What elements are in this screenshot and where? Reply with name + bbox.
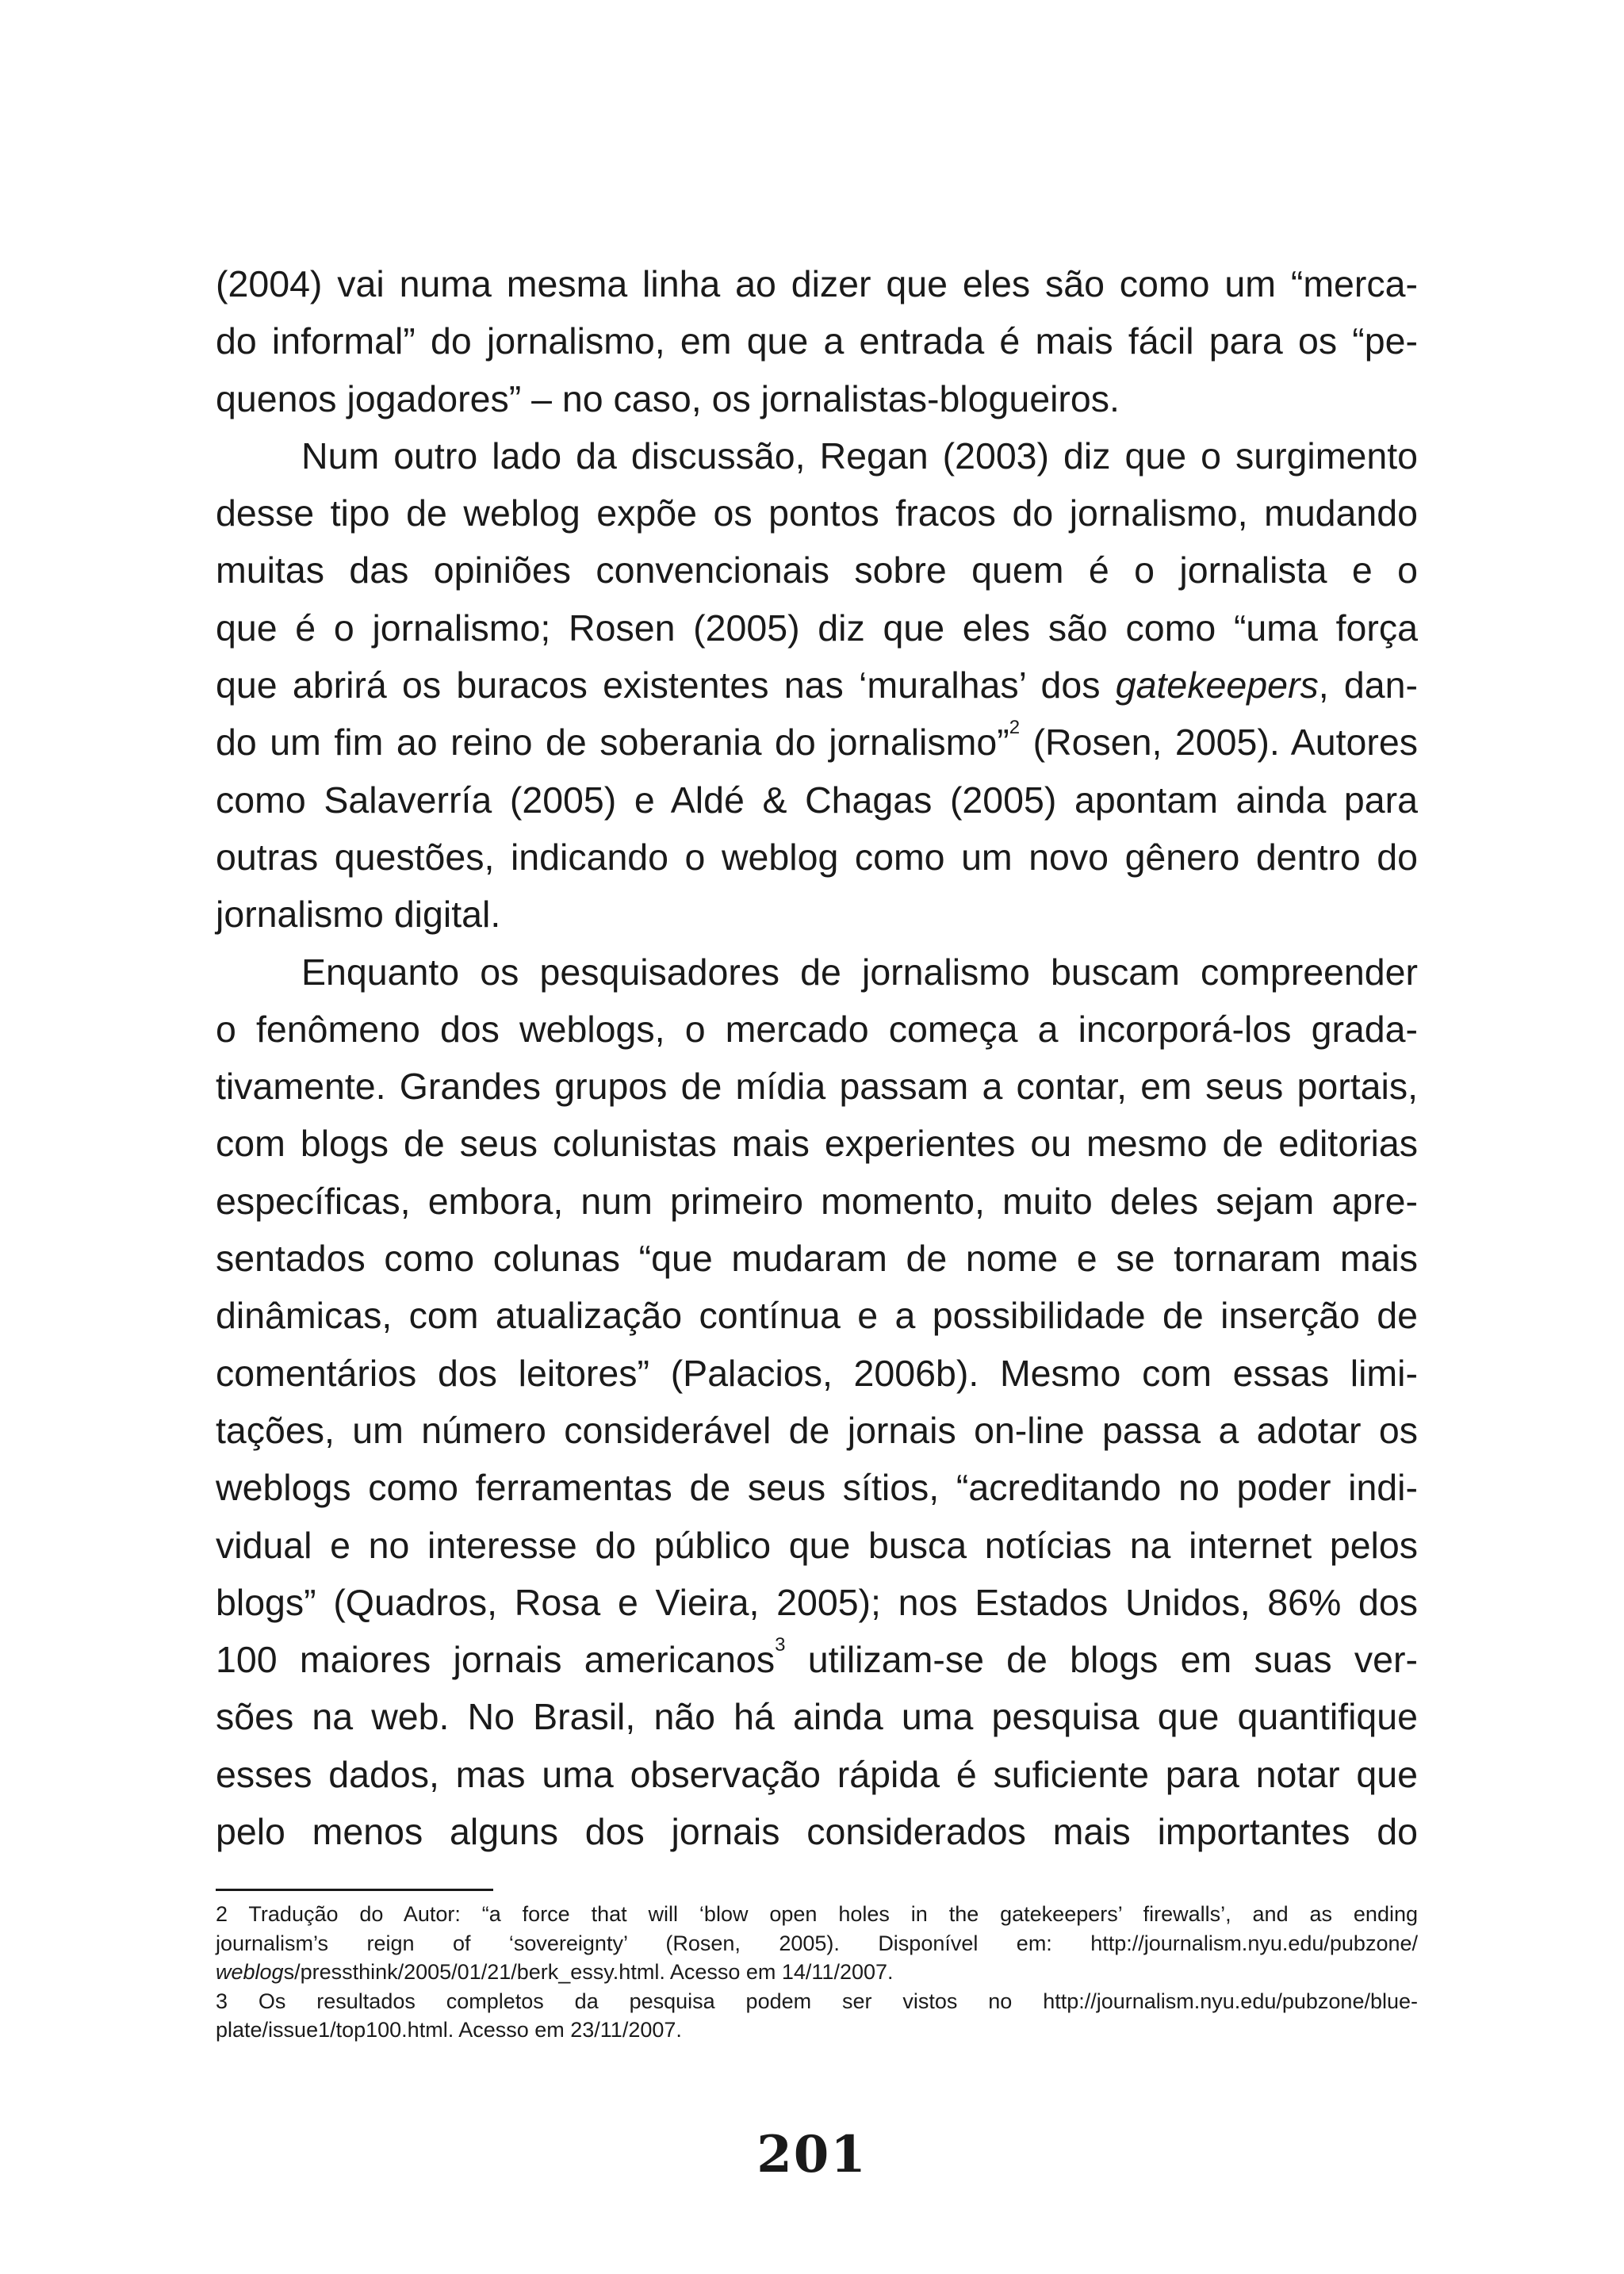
- body-line: quenos jogadores” – no caso, os jornalistas-blogueiros.: [216, 377, 1120, 419]
- body-line: específicas, embora, num primeiro momento, muito deles sejam apre-: [216, 1180, 1418, 1222]
- body-line: tivamente. Grandes grupos de mídia passam a contar, em seus portais,: [216, 1066, 1418, 1108]
- body-line-part: que abrirá os buracos existentes nas ‘muralhas’ dos: [216, 664, 1116, 706]
- body-line: sentados como colunas “que mudaram de nome e se tornaram mais: [216, 1238, 1418, 1280]
- body-line: [216, 657, 1418, 714]
- body-line-part: , dan-: [1318, 664, 1418, 706]
- body-line: tações, um número considerável de jornais on-line passa a adotar os: [216, 1409, 1418, 1451]
- body-line: desse tipo de weblog expõe os pontos fracos do jornalismo, mudando: [216, 492, 1418, 534]
- body-line: [216, 714, 1418, 771]
- body-line: (2004) vai numa mesma linha ao dizer que eles são como um “merca-: [216, 263, 1418, 304]
- body-line: o fenômeno dos weblogs, o mercado começa a incorporá-los grada-: [216, 1008, 1418, 1050]
- body-line: comentários dos leitores” (Palacios, 2006b). Mesmo com essas limi-: [216, 1352, 1418, 1394]
- body-line-part: (Rosen, 2005). Autores: [1020, 722, 1418, 764]
- paragraph-start-line: Enquanto os pesquisadores de jornalismo buscam compreender: [301, 951, 1418, 993]
- body-line: weblogs como ferramentas de seus sítios, “acreditando no poder indi-: [216, 1467, 1418, 1509]
- body-line: do informal” do jornalismo, em que a entrada é mais fácil para os “pe-: [216, 320, 1418, 362]
- body-text: [216, 255, 1418, 1860]
- footnote-line: plate/issue1/top100.html. Acesso em 23/11/2007.: [216, 2018, 682, 2042]
- body-line-part: utilizam-se de blogs em suas ver-: [785, 1639, 1419, 1681]
- footnote-line: journalism’s reign of ‘sovereignty’ (Rosen, 2005). Disponível em: http://journalism.nyu.edu/pubzone/: [216, 1931, 1418, 1955]
- body-line: que é o jornalismo; Rosen (2005) diz que eles são como “uma força: [216, 607, 1418, 649]
- body-line: esses dados, mas uma observação rápida é suficiente para notar que: [216, 1753, 1418, 1795]
- body-line: como Salaverría (2005) e Aldé & Chagas (2005) apontam ainda para: [216, 779, 1418, 821]
- footnote-line: 3 Os resultados completos da pesquisa podem ser vistos no http://journalism.nyu.edu/pubzone/blue-: [216, 1989, 1418, 2013]
- body-line: jornalismo digital.: [216, 894, 501, 936]
- italic-term: gatekeepers: [1115, 664, 1319, 706]
- italic-term: weblog: [216, 1960, 284, 1984]
- body-line: [216, 1631, 1418, 1688]
- body-line: dinâmicas, com atualização contínua e a possibilidade de inserção de: [216, 1295, 1418, 1337]
- footnote-line-part: s/pressthink/2005/01/21/berk_essy.html. Acesso em 14/11/2007.: [283, 1960, 894, 1984]
- footnote-line: 2 Tradução do Autor: “a force that will ‘blow open holes in the gatekeepers’ firewalls’, and as ending: [216, 1902, 1418, 1926]
- body-line: pelo menos alguns dos jornais considerados mais importantes do: [216, 1811, 1418, 1853]
- body-line: muitas das opiniões convencionais sobre quem é o jornalista e o: [216, 549, 1418, 591]
- body-line: sões na web. No Brasil, não há ainda uma pesquisa que quantifique: [216, 1696, 1418, 1738]
- footnotes: [216, 1900, 1418, 2045]
- body-line: outras questões, indicando o weblog como um novo gênero dentro do: [216, 836, 1418, 878]
- body-line: vidual e no interesse do público que busca notícias na internet pelos: [216, 1524, 1418, 1566]
- body-line-part: 100 maiores jornais americanos: [216, 1639, 776, 1681]
- footnote-divider: [216, 1889, 493, 1891]
- page-number: 201: [756, 2125, 868, 2184]
- footnote-line: [216, 1958, 1418, 1987]
- footnote-ref-3: 3: [775, 1634, 786, 1656]
- body-line: blogs” (Quadros, Rosa e Vieira, 2005); nos Estados Unidos, 86% dos: [216, 1581, 1418, 1623]
- paragraph-start-line: Num outro lado da discussão, Regan (2003) diz que o surgimento: [301, 435, 1418, 477]
- footnote-ref-2: 2: [1009, 717, 1021, 739]
- body-line-part: do um fim ao reino de soberania do jornalismo”: [216, 722, 1009, 764]
- body-line: com blogs de seus colunistas mais experientes ou mesmo de editorias: [216, 1123, 1418, 1165]
